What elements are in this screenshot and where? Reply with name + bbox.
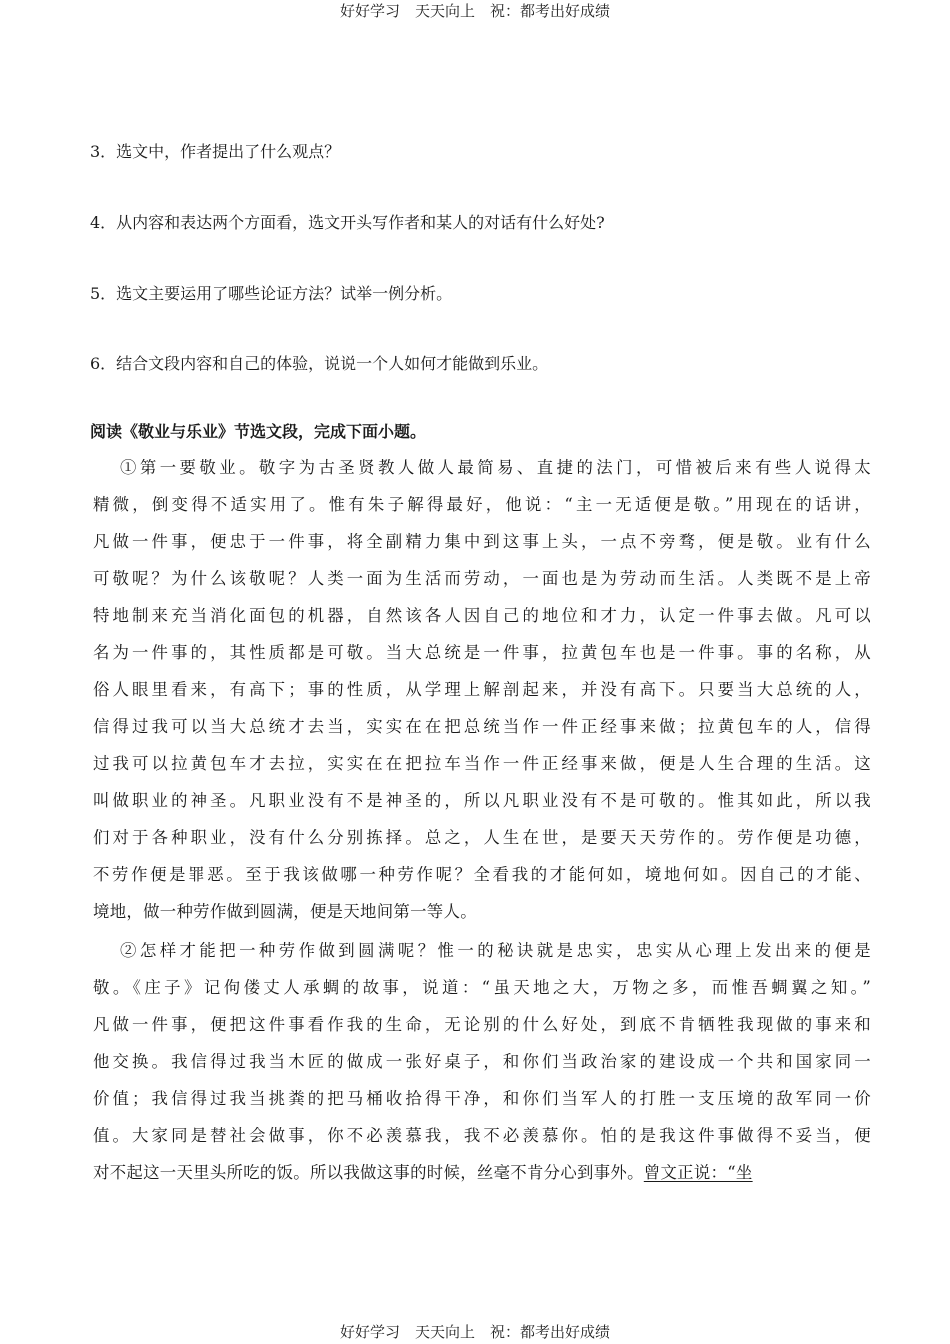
passage-line: 特地制来充当消化面包的机器，自然该各人因自己的地位和才力，认定一件事去做。凡可以 xyxy=(93,606,871,625)
passage-line: 敬。《庄子》记佝偻丈人承蜩的故事，说道：“虽天地之大，万物之多，而惟吾蜩翼之知。” xyxy=(93,978,871,997)
page-header: 好好学习 天天向上 祝：都考出好成绩 xyxy=(339,2,610,20)
question-3: 3．选文中，作者提出了什么观点？ xyxy=(90,142,341,161)
passage-line-text: 对不起这一天里头所吃的饭。所以我做这事的时候，丝毫不肯分心到事外。 xyxy=(93,1163,644,1182)
passage-line: 过我可以拉黄包车才去拉，实实在在把拉车当作一件正经事来做，便是人生合理的生活。这 xyxy=(93,754,871,773)
passage-line: 们对于各种职业，没有什么分别拣择。总之，人生在世，是要天天劳作的。劳作便是功德， xyxy=(93,828,871,847)
passage-line: 值。大家同是替社会做事，你不必羡慕我，我不必羡慕你。怕的是我这件事做得不妥当，便 xyxy=(93,1126,871,1145)
passage-line: 不劳作便是罪恶。至于我该做哪一种劳作呢？全看我的才能何如，境地何如。因自己的才能、 xyxy=(93,865,871,884)
page-footer: 好好学习 天天向上 祝：都考出好成绩 xyxy=(339,1323,610,1341)
passage-line: 可敬呢？为什么该敬呢？人类一面为生活而劳动，一面也是为劳动而生活。人类既不是上帝 xyxy=(93,569,871,588)
passage-line: 俗人眼里看来，有高下；事的性质，从学理上解剖起来，并没有高下。只要当大总统的人， xyxy=(93,680,871,699)
passage-line: ①第一要敬业。敬字为古圣贤教人做人最简易、直捷的法门，可惜被后来有些人说得太 xyxy=(120,458,871,477)
passage-line: 他交换。我信得过我当木匠的做成一张好桌子，和你们当政治家的建设成一个共和国家同一 xyxy=(93,1052,871,1071)
passage-line: 信得过我可以当大总统才去当，实实在在把总统当作一件正经事来做；拉黄包车的人，信得 xyxy=(93,717,871,736)
passage-line: 叫做职业的神圣。凡职业没有不是神圣的，所以凡职业没有不是可敬的。惟其如此，所以我 xyxy=(93,791,871,810)
question-6: 6．结合文段内容和自己的体验，说说一个人如何才能做到乐业。 xyxy=(90,354,549,373)
underlined-quote: 曾文正说：“坐 xyxy=(643,1163,753,1182)
passage-line-final xyxy=(93,1163,853,1183)
passage-line: 凡做一件事，便把这件事看作我的生命，无论别的什么好处，到底不肯牺牲我现做的事来和 xyxy=(93,1015,871,1034)
passage-line: 名为一件事的，其性质都是可敬。当大总统是一件事，拉黄包车也是一件事。事的名称，从 xyxy=(93,643,871,662)
passage-line: 凡做一件事，便忠于一件事，将全副精力集中到这事上头，一点不旁骛，便是敬。业有什么 xyxy=(93,532,871,551)
passage-line: ②怎样才能把一种劳作做到圆满呢？惟一的秘诀就是忠实，忠实从心理上发出来的便是 xyxy=(120,941,871,960)
question-5: 5．选文主要运用了哪些论证方法？试举一例分析。 xyxy=(90,284,453,303)
section-title: 阅读《敬业与乐业》节选文段，完成下面小题。 xyxy=(90,422,427,441)
question-4: 4．从内容和表达两个方面看，选文开头写作者和某人的对话有什么好处? xyxy=(90,213,605,232)
passage-line: 精微，倒变得不适实用了。惟有朱子解得最好，他说：“主一无适便是敬。”用现在的话讲， xyxy=(93,495,871,514)
passage-line: 价值；我信得过我当挑粪的把马桶收拾得干净，和你们当军人的打胜一支压境的敌军同一价 xyxy=(93,1089,871,1108)
passage-line: 境地，做一种劳作做到圆满，便是天地间第一等人。 xyxy=(93,902,477,921)
